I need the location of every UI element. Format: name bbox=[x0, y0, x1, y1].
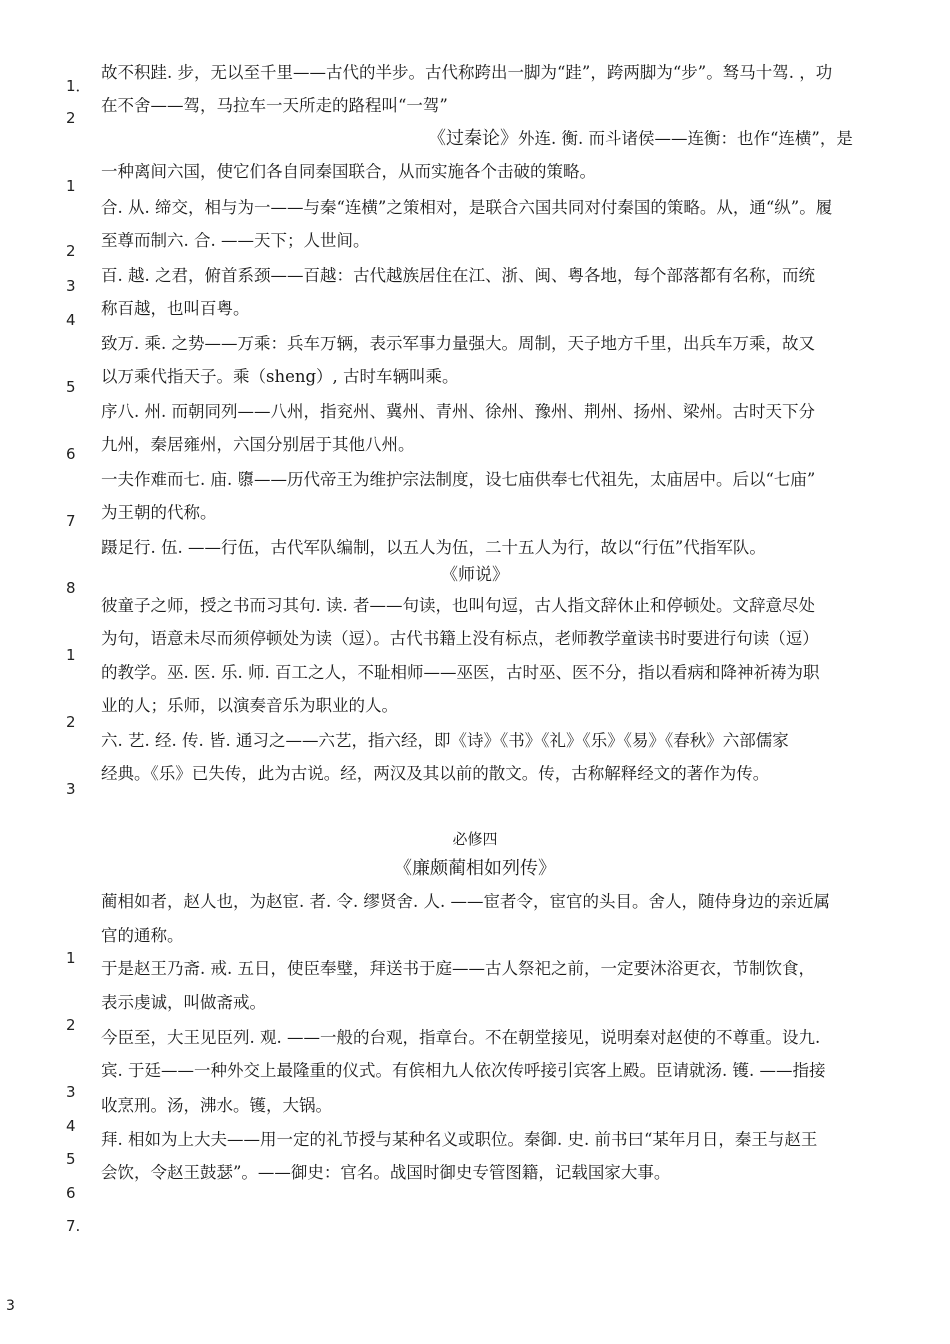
text-line: 的教学。巫. 医. 乐. 师. 百工之人，不耻相师——巫医，古时巫、医不分，指以看病和降神祈祷为职 bbox=[101, 663, 820, 682]
text-line: 今臣至，大王见臣列. 观. ——一般的台观，指章台。不在朝堂接见，说明秦对赵使的不尊重。设九. bbox=[101, 1028, 821, 1047]
margin-number: 7. bbox=[66, 1217, 81, 1235]
text-line: 至尊而制六. 合. ——天下；人世间。 bbox=[101, 231, 370, 250]
text-line: 为王朝的代称。 bbox=[101, 503, 217, 522]
margin-number: 3 bbox=[66, 277, 76, 295]
margin-number: 4 bbox=[66, 1117, 76, 1135]
margin-number: 3 bbox=[66, 780, 76, 798]
text-line: 蹑足行. 伍. ——行伍，古代军队编制，以五人为伍，二十五人为行，故以“行伍”代指军队。 bbox=[101, 538, 766, 557]
text-line: 合. 从. 缔交，相与为一——与秦“连横”之策相对，是联合六国共同对付秦国的策略。从，通“纵”。履 bbox=[101, 198, 833, 217]
margin-number: 1． bbox=[66, 77, 91, 95]
margin-number: 2 bbox=[66, 109, 76, 127]
volume-heading: 必修四 bbox=[452, 830, 498, 848]
text-line: 六. 艺. 经. 传. 皆. 通习之——六艺，指六经，即《诗》《书》《礼》《乐》《易》《春秋》六部儒家 bbox=[101, 731, 789, 750]
margin-number: 2 bbox=[66, 713, 76, 731]
page-number: 3 bbox=[6, 1298, 15, 1314]
text-line: 一夫作难而七. 庙. 隳——历代帝王为维护宗法制度，设七庙供奉七代祖先，太庙居中。后以“七庙” bbox=[101, 470, 816, 489]
margin-number: 7 bbox=[66, 512, 76, 530]
text-line: 业的人；乐师，以演奏音乐为职业的人。 bbox=[101, 696, 398, 715]
margin-number: 5 bbox=[66, 1150, 76, 1168]
text-line: 于是赵王乃斋. 戒. 五日，使臣奉璧，拜送书于庭——古人祭祀之前，一定要沐浴更衣，节制饮食， bbox=[101, 959, 815, 978]
text-line: 致万. 乘. 之势——万乘：兵车万辆，表示军事力量强大。周制，天子地方千里，出兵车万乘，故又 bbox=[101, 334, 815, 353]
margin-number: 4 bbox=[66, 311, 76, 329]
margin-number: 1 bbox=[66, 646, 76, 664]
text-line: 会饮，令赵王鼓瑟”。——御史：官名。战国时御史专管图籍，记载国家大事。 bbox=[101, 1163, 671, 1182]
text-line: 宾. 于廷——一种外交上最隆重的仪式。有傧相九人依次传呼接引宾客上殿。臣请就汤. 镬. ——指接 bbox=[101, 1061, 826, 1080]
margin-number: 3 bbox=[66, 1083, 76, 1101]
text-line: 在不舍——驾，马拉车一天所走的路程叫“一驾” bbox=[101, 96, 448, 115]
text-line: 百. 越. 之君，俯首系颈——百越：古代越族居住在江、浙、闽、粤各地，每个部落都有名称，而统 bbox=[101, 266, 815, 285]
text-line: 序八. 州. 而朝同列——八州，指兖州、冀州、青州、徐州、豫州、荆州、扬州、梁州。古时天下分 bbox=[101, 402, 815, 421]
text-line: 故不积跬. 步，无以至千里——古代的半步。古代称跨出一脚为“跬”，跨两脚为“步”。驽马十驾. ，功 bbox=[101, 63, 833, 82]
margin-number: 2 bbox=[66, 1016, 76, 1034]
section-title: 《廉颇蔺相如列传》 bbox=[394, 858, 556, 879]
text-line: 蔺相如者，赵人也，为赵宦. 者. 令. 缪贤舍. 人. ——宦者令，宦官的头目。舍人，随侍身边的亲近属 bbox=[101, 892, 830, 911]
section-title: 《师说》 bbox=[441, 565, 509, 585]
text-line: 收烹刑。汤，沸水。镬，大锅。 bbox=[101, 1096, 332, 1115]
text-line: 拜. 相如为上大夫——用一定的礼节授与某种名义或职位。秦御. 史. 前书曰“某年月日，秦王与赵王 bbox=[101, 1130, 818, 1149]
text-line: 以万乘代指天子。乘（sheng）, 古时车辆叫乘。 bbox=[101, 367, 459, 386]
text-line: 彼童子之师，授之书而习其句. 读. 者——句读，也叫句逗，古人指文辞休止和停顿处。文辞意尽处 bbox=[101, 596, 815, 615]
margin-number: 8 bbox=[66, 579, 76, 597]
text-line: 一种离间六国，使它们各自同秦国联合，从而实施各个击破的策略。 bbox=[101, 162, 596, 181]
text-line: 称百越，也叫百粤。 bbox=[101, 299, 250, 318]
text-line: 官的通称。 bbox=[101, 926, 184, 945]
text-line: 外连. 衡. 而斗诸侯——连衡：也作“连横”，是 bbox=[518, 129, 853, 148]
text-line: 为句，语意未尽而须停顿处为读（逗）。古代书籍上没有标点，老师教学童读书时要进行句读（逗） bbox=[101, 629, 819, 648]
text-line: 九州，秦居雍州，六国分别居于其他八州。 bbox=[101, 435, 415, 454]
text-line-guo-qin bbox=[428, 127, 853, 151]
text-line: 表示虔诚，叫做斋戒。 bbox=[101, 993, 266, 1012]
margin-number: 6 bbox=[66, 1184, 76, 1202]
margin-number: 1 bbox=[66, 949, 76, 967]
margin-number: 6 bbox=[66, 445, 76, 463]
margin-number: 5 bbox=[66, 378, 76, 396]
margin-number: 1 bbox=[66, 177, 76, 195]
margin-number: 2 bbox=[66, 242, 76, 260]
text-line: 经典。《乐》已失传，此为古说。经，两汉及其以前的散文。传，古称解释经文的著作为传。 bbox=[101, 764, 770, 783]
section-title: 《过秦论》 bbox=[428, 128, 518, 149]
